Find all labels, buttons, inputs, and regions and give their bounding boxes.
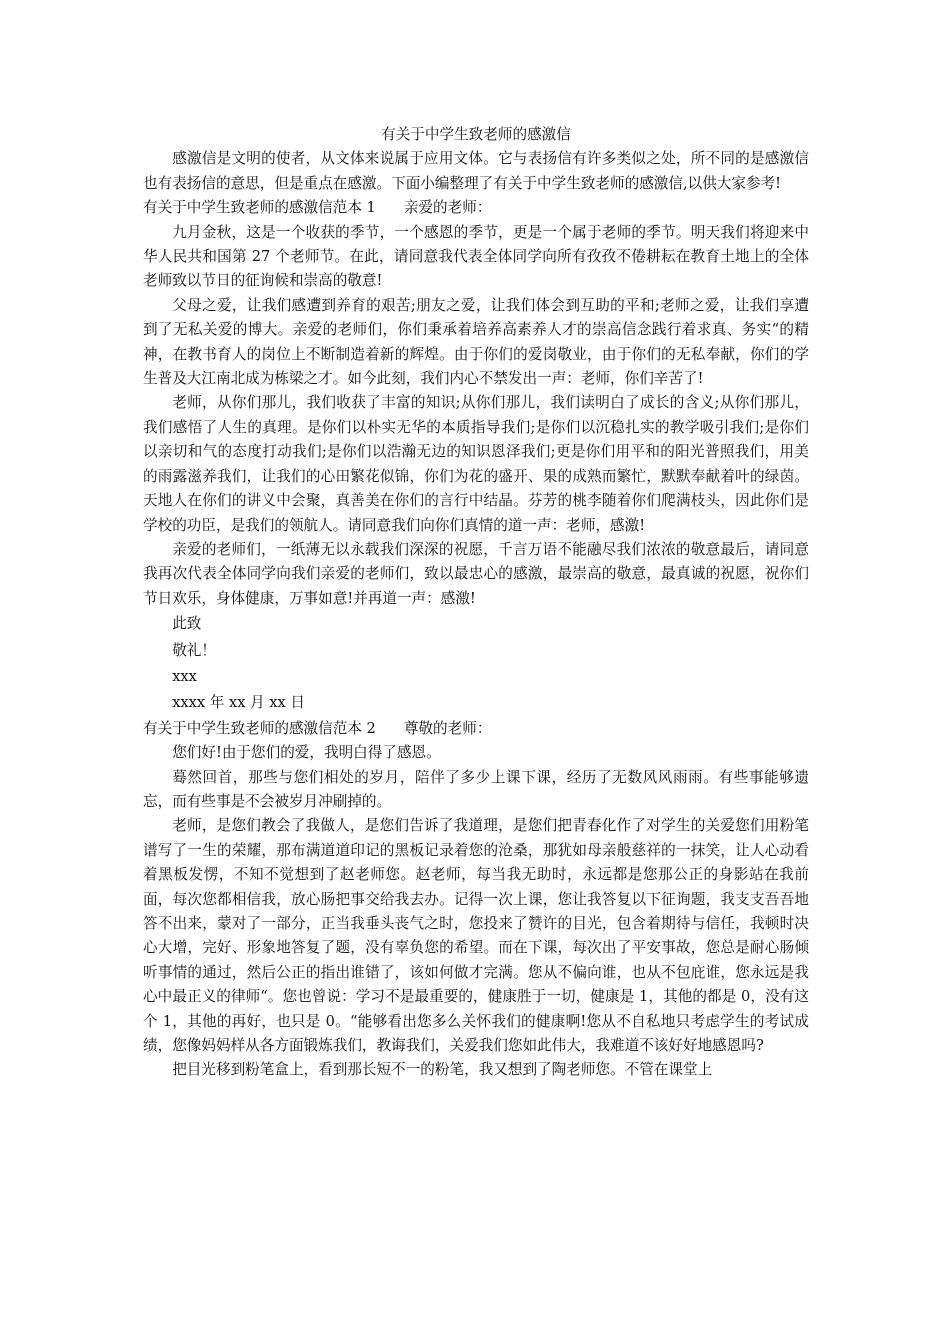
sample-1-paragraph: 亲爱的老师们，一纸薄无以永载我们深深的祝愿，千言万语不能融尽我们浓浓的敬意最后，请同意我再次代表全体同学向我们亲爱的老师们，致以最忠心的感激，最崇高的敬意，最真诚的祝愿，祝你们节日欢乐，身体健康，万事如意!并再道一声：感激! (143, 540, 809, 607)
closing-date: xxxx 年 xx 月 xx 日 (172, 694, 306, 712)
intro-paragraph: 感激信是文明的使者，从文体来说属于应用文体。它与表扬信有许多类似之处，所不同的是感激信也有表扬信的意思，但是重点在感激。下面小编整理了有关于中学生致老师的感激信,以供大家参考! (143, 150, 809, 192)
sample-2-heading: 有关于中学生致老师的感激信范本 2 (143, 719, 376, 737)
sample-1-heading: 有关于中学生致老师的感激信范本 1 (143, 199, 376, 217)
sample-1-paragraph: 父母之爱，让我们感遭到养育的艰苦;朋友之爱，让我们体会到互助的平和;老师之爱，让我们享遭到了无私关爱的博大。亲爱的老师们，你们秉承着培养高素养人才的崇高信念践行着求真、务实“的精神，在教书育人的岗位上不断制造着新的辉煌。由于你们的爱岗敬业，由于你们的无私奉献，你们的学生普及大江南北成为栋梁之才。如今此刻，我们内心不禁发出一声：老师，你们辛苦了! (143, 296, 809, 388)
closing-salute: 敬礼！ (172, 641, 216, 659)
sample-2-heading-line (143, 717, 809, 741)
sample-2-paragraph: 蓦然回首，那些与您们相处的岁月，陪伴了多少上课下课，经历了无数风风雨雨。有些事能够遗忘，而有些事是不会被岁月冲刷掉的。 (143, 768, 809, 810)
sample-2-salutation: 尊敬的老师： (403, 719, 492, 737)
sample-1-paragraph: 九月金秋，这是一个收获的季节，一个感恩的季节，更是一个属于老师的季节。明天我们将迎来中华人民共和国第 27 个老师节。在此，请同意我代表全体同学向所有孜孜不倦耕耘在教育土地上的全体老师致以节日的征询候和崇高的敬意! (143, 223, 809, 290)
sample-1-heading-line (143, 196, 809, 220)
sample-1-paragraph: 老师，从你们那儿，我们收获了丰富的知识;从你们那儿，我们读明白了成长的含义;从你们那儿，我们感悟了人生的真理。是你们以朴实无华的本质指导我们;是你们以沉稳扎实的教学吸引我们;是你们以亲切和气的态度打动我们;是你们以浩瀚无边的知识恩泽我们;更是你们用平和的阳光普照我们，用美的雨露滋养我们，让我们的心田繁花似锦，你们为花的盛开、果的成熟而繁忙，默默奉献着叶的绿茵。天地人在你们的讲义中会聚，真善美在你们的言行中结晶。芬芳的桃李随着你们爬满枝头，因此你们是学校的功臣，是我们的领航人。请同意我们向你们真情的道一声：老师，感激! (143, 394, 809, 534)
sample-1-salutation: 亲爱的老师： (403, 199, 492, 217)
closing-phrase: 此致 (172, 615, 202, 633)
sample-2-paragraph: 把目光移到粉笔盒上，看到那长短不一的粉笔，我又想到了陶老师您。不管在课堂上 (172, 1061, 713, 1079)
closing-signature: xxx (172, 667, 197, 685)
sample-2-paragraph: 您们好!由于您们的爱，我明白得了感恩。 (172, 744, 441, 762)
document-title: 有关于中学生致老师的感激信 (381, 126, 571, 143)
document-page (143, 123, 809, 1083)
sample-2-paragraph: 老师，是您们教会了我做人，是您们告诉了我道理，是您们把青春化作了对学生的关爱您们用粉笔谱写了一生的荣耀，那布满道道印记的黑板记录着您的沧桑，那犹如母亲般慈祥的一抹笑，让人心动看着黑板发愣，不知不觉想到了赵老师您。赵老师，每当我无助时，永远都是您那公正的身影站在我前面，每次您都相信我，放心肠把事交给我去办。记得一次上课，您让我答复以下征询题，我支支吾吾地答不出来，蒙对了一部分，正当我垂头丧气之时，您投来了赞许的目光，包含着期待与信任，我顿时决心大增，完好、形象地答复了题，没有辜负您的希望。而在下课，每次出了平安事故，您总是耐心肠倾听事情的通过，然后公正的指出谁错了，该如何做才完满。您从不偏向谁，也从不包庇谁，您永远是我心中最正义的律师“。您也曾说：学习不是最重要的，健康胜于一切，健康是 1，其他的都是 0，没有这个 1，其他的再好，也只是 0。“能够看出您多么关怀我们的健康啊!您从不自私地只考虑学生的考试成绩，您像妈妈样从各方面锻炼我们，教诲我们，关爱我们您如此伟大，我难道不该好好地感恩吗? (143, 817, 809, 1055)
